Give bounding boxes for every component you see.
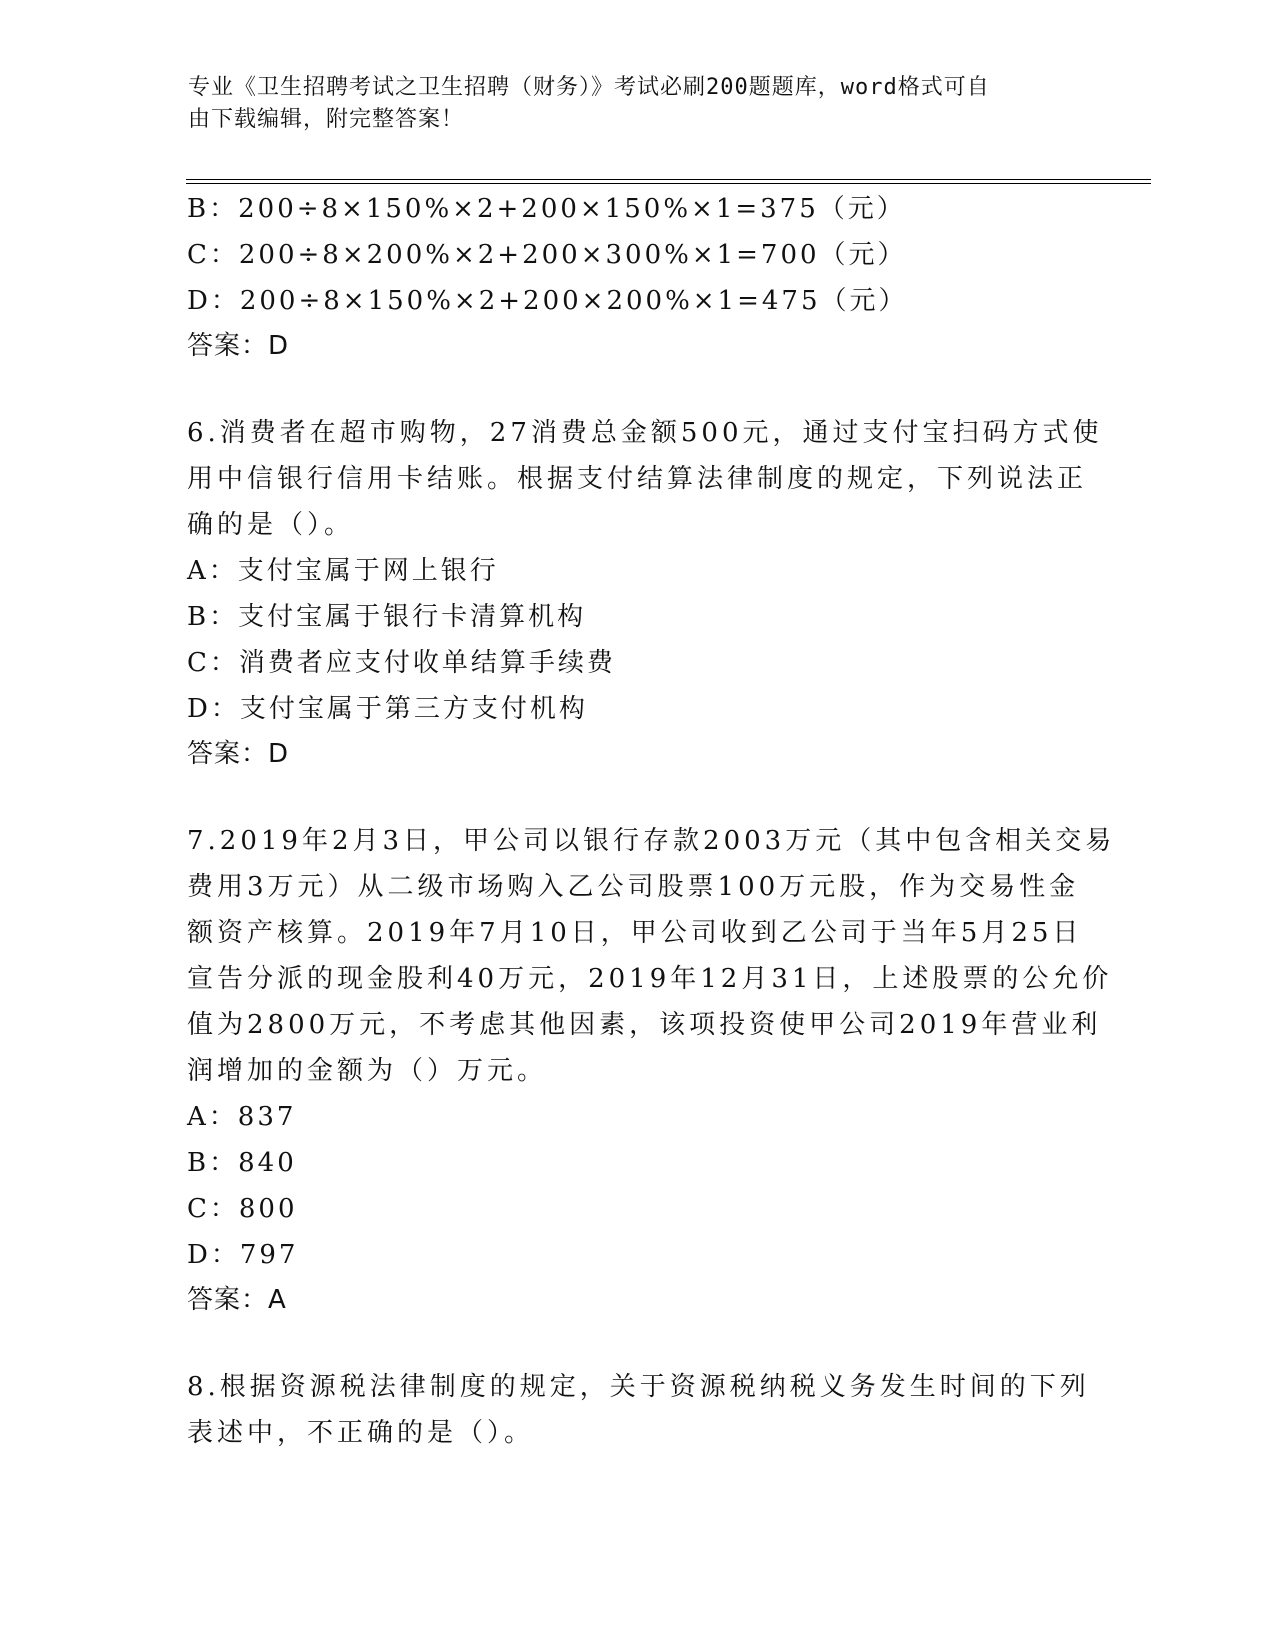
question-stem bbox=[187, 818, 1116, 1094]
option-d: D：200÷8×150%×2+200×200%×1=475（元） bbox=[187, 286, 908, 316]
stem-line: 6.消费者在超市购物，27消费总金额500元，通过支付宝扫码方式使 bbox=[187, 418, 1103, 448]
option-d: D：支付宝属于第三方支付机构 bbox=[187, 694, 588, 724]
header-line-1: 专业《卫生招聘考试之卫生招聘（财务）》考试必刷200题题库，word格式可自 bbox=[188, 75, 990, 100]
stem-line: 值为2800万元，不考虑其他因素，该项投资使甲公司2019年营业利 bbox=[187, 1010, 1102, 1040]
document-body bbox=[187, 186, 1116, 1456]
option-b: B：支付宝属于银行卡清算机构 bbox=[187, 602, 587, 632]
stem-line: 用中信银行信用卡结账。根据支付结算法律制度的规定，下列说法正 bbox=[187, 464, 1088, 494]
question-stem bbox=[187, 410, 1103, 548]
question-6 bbox=[187, 410, 1103, 776]
header-divider-bottom bbox=[186, 183, 1151, 184]
header-divider-top bbox=[186, 179, 1151, 180]
option-a: A：837 bbox=[187, 1102, 297, 1132]
question-7 bbox=[187, 818, 1116, 1322]
answer: 答案：D bbox=[187, 331, 290, 361]
question-8 bbox=[187, 1364, 1090, 1456]
option-c: C：800 bbox=[187, 1194, 298, 1224]
option-c: C：消费者应支付收单结算手续费 bbox=[187, 648, 616, 678]
option-b: B：200÷8×150%×2+200×150%×1=375（元） bbox=[187, 194, 906, 224]
stem-line: 8.根据资源税法律制度的规定，关于资源税纳税义务发生时间的下列 bbox=[187, 1372, 1090, 1402]
answer: 答案：D bbox=[187, 739, 290, 769]
document-header bbox=[188, 72, 1068, 136]
question-5 bbox=[187, 186, 1087, 368]
stem-line: 确的是（）。 bbox=[187, 510, 355, 540]
stem-line: 润增加的金额为（）万元。 bbox=[187, 1056, 548, 1086]
stem-line: 表述中，不正确的是（）。 bbox=[187, 1418, 535, 1448]
option-c: C：200÷8×200%×2+200×300%×1=700（元） bbox=[187, 240, 907, 270]
option-a: A：支付宝属于网上银行 bbox=[187, 556, 499, 586]
option-b: B：840 bbox=[187, 1148, 297, 1178]
question-stem bbox=[187, 1364, 1090, 1456]
stem-line: 7.2019年2月3日，甲公司以银行存款2003万元（其中包含相关交易 bbox=[187, 826, 1116, 856]
option-d: D：797 bbox=[187, 1240, 299, 1270]
header-line-2: 由下载编辑，附完整答案！ bbox=[188, 107, 465, 132]
stem-line: 费用3万元）从二级市场购入乙公司股票100万元股，作为交易性金 bbox=[187, 872, 1080, 902]
stem-line: 宣告分派的现金股利40万元，2019年12月31日，上述股票的公允价 bbox=[187, 964, 1113, 994]
answer: 答案：A bbox=[187, 1285, 287, 1315]
stem-line: 额资产核算。2019年7月10日，甲公司收到乙公司于当年5月25日 bbox=[187, 918, 1083, 948]
